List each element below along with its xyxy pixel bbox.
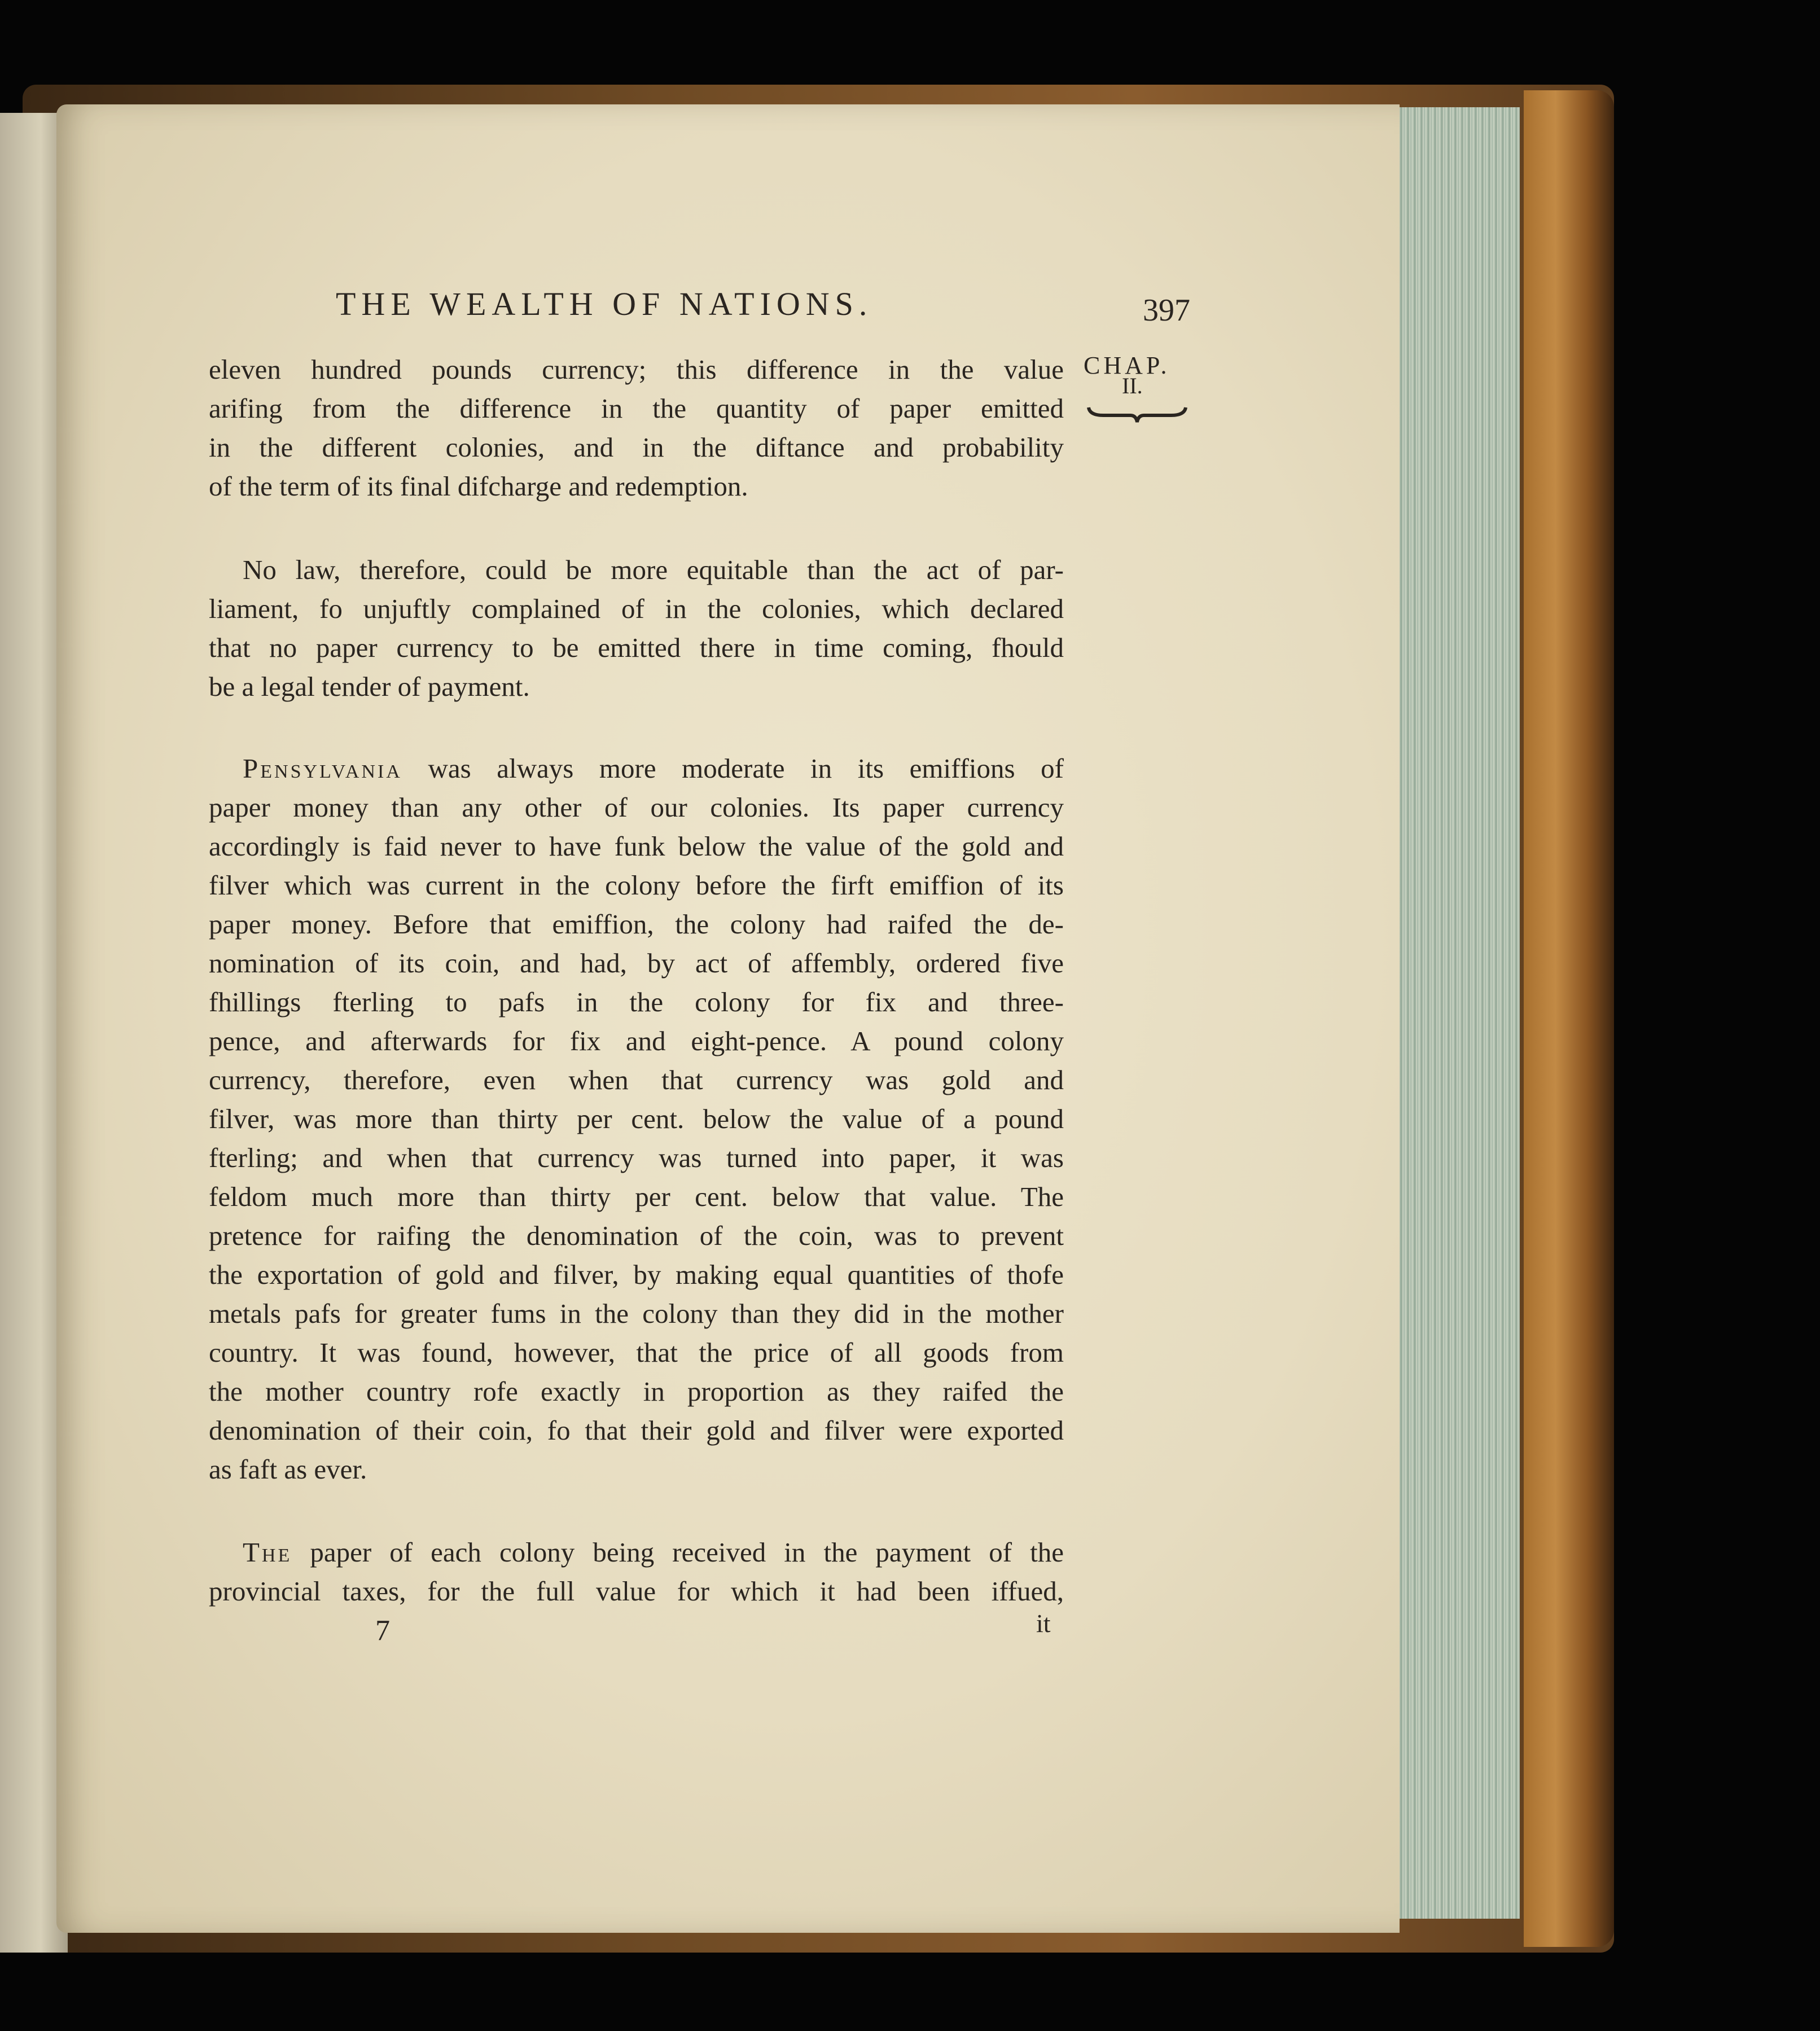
paragraph-2 [209,550,1064,706]
text-line: paper money. Before that emiffion, the colony had raifed the de- [209,909,1064,940]
text-line: eleven hundred pounds currency; this difference in the value [209,354,1064,385]
text-line: in the different colonies, and in the diftance and probability [209,432,1064,463]
text-line: filver which was current in the colony before the firft emiffion of its [209,870,1064,901]
text-line: accordingly is faid never to have funk below the value of the gold and [209,831,1064,862]
chapter-number: II. [1122,373,1143,398]
line-rest: was always more moderate in its emiffions of [402,753,1064,784]
lead-word: The [243,1537,292,1568]
text-line: pence, and afterwards for fix and eight-pence. A pound colony [209,1025,1064,1056]
text-line: liament, fo unjuftly complained of in the colonies, which declared [209,593,1064,624]
brace-icon [1086,402,1188,424]
text-line: of the term of its final difcharge and redemption. [209,471,748,502]
text-line: denomination of their coin, fo that their gold and filver were exported [209,1415,1064,1446]
text-line: nomination of its coin, and had, by act of affembly, ordered five [209,947,1064,979]
text-line: fterling; and when that currency was turned into paper, it was [209,1142,1064,1173]
page-number: 397 [1143,293,1190,328]
text-line: country. It was found, however, that the price of all goods from [209,1337,1064,1368]
cover-edge [1524,90,1614,1947]
text-line: as faft as ever. [209,1454,367,1485]
text-line: filver, was more than thirty per cent. below the value of a pound [209,1103,1064,1134]
chapter-label: CHAP. [1084,352,1170,379]
text-line: the exportation of gold and filver, by making equal quantities of thofe [209,1259,1064,1290]
paragraph-1 [209,350,1064,506]
paragraph-3 [209,749,1064,1489]
text-line: the mother country rofe exactly in proportion as they raifed the [209,1376,1064,1407]
text-line: that no paper currency to be emitted there in time coming, fhould [209,632,1064,663]
text-line: currency, therefore, even when that currency was gold and [209,1064,1064,1095]
text-line: be a legal tender of payment. [209,671,530,702]
signature-mark: 7 [375,1615,390,1647]
text-line: paper money than any other of our colonies. Its paper currency [209,792,1064,823]
page-fore-edge [1388,107,1520,1919]
text-line: pretence for raifing the denomination of the coin, was to prevent [209,1220,1064,1251]
running-head: THE WEALTH OF NATIONS. [336,286,873,322]
paragraph-4 [209,1533,1064,1611]
text-line: fhillings fterling to pafs in the colony for fix and three- [209,986,1064,1017]
text-line: metals pafs for greater fums in the colony than they did in the mother [209,1298,1064,1329]
text-line [209,1533,1064,1572]
text-line [209,749,1064,788]
text-line: arifing from the difference in the quantity of paper emitted [209,393,1064,424]
text-line: No law, therefore, could be more equitable than the act of par- [243,554,1064,585]
text-line: feldom much more than thirty per cent. below that value. The [209,1181,1064,1212]
catchword: it [1036,1609,1051,1638]
lead-word: Pensylvania [243,753,402,784]
line-rest: paper of each colony being received in the payment of the [292,1537,1064,1568]
text-line: provincial taxes, for the full value for which it had been iffued, [209,1576,1064,1607]
